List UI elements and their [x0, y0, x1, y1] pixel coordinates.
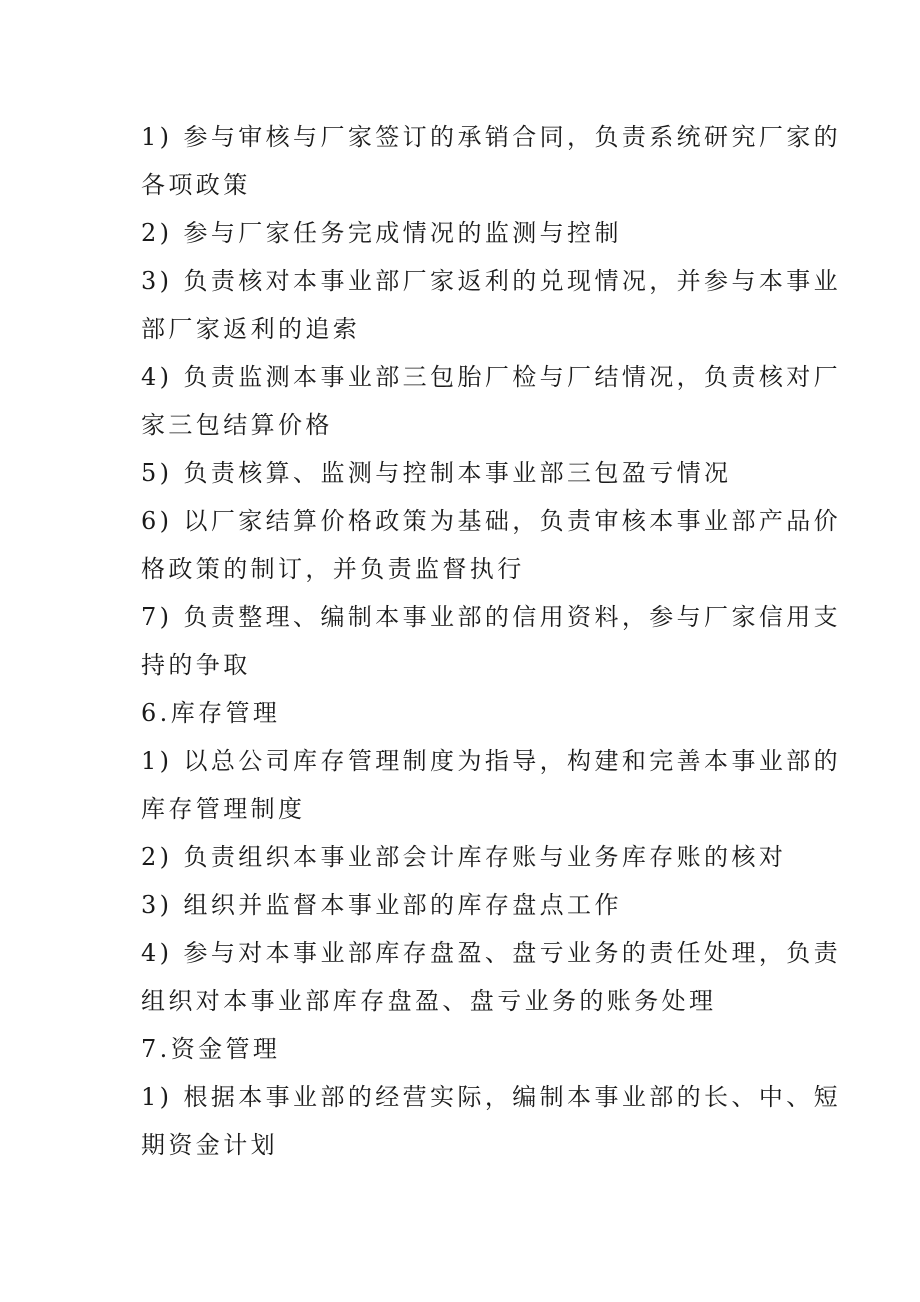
text-line: 4) 负责监测本事业部三包胎厂检与厂结情况，负责核对厂 — [141, 363, 842, 391]
text-line: 6) 以厂家结算价格政策为基础，负责审核本事业部产品价 — [141, 507, 842, 535]
text-line: 5) 负责核算、监测与控制本事业部三包盈亏情况 — [141, 459, 732, 487]
section-heading: 6.库存管理 — [141, 699, 281, 727]
text-line: 3) 组织并监督本事业部的库存盘点工作 — [141, 891, 622, 919]
text-line: 期资金计划 — [141, 1131, 278, 1159]
text-line: 4) 参与对本事业部库存盘盈、盘亏业务的责任处理，负责 — [141, 939, 842, 967]
text-line: 3) 负责核对本事业部厂家返利的兑现情况，并参与本事业 — [141, 267, 842, 295]
section-heading: 7.资金管理 — [141, 1035, 281, 1063]
text-line: 1) 以总公司库存管理制度为指导，构建和完善本事业部的 — [141, 747, 842, 775]
document-body — [141, 113, 842, 1169]
text-line: 组织对本事业部库存盘盈、盘亏业务的账务处理 — [141, 987, 717, 1015]
text-line: 家三包结算价格 — [141, 411, 333, 439]
text-line: 2) 参与厂家任务完成情况的监测与控制 — [141, 219, 622, 247]
text-line: 格政策的制订，并负责监督执行 — [141, 555, 525, 583]
text-line: 部厂家返利的追索 — [141, 315, 361, 343]
text-line: 2) 负责组织本事业部会计库存账与业务库存账的核对 — [141, 843, 787, 871]
text-line: 持的争取 — [141, 651, 251, 679]
text-line: 库存管理制度 — [141, 795, 306, 823]
text-line: 7) 负责整理、编制本事业部的信用资料，参与厂家信用支 — [141, 603, 842, 631]
text-line: 1) 根据本事业部的经营实际，编制本事业部的长、中、短 — [141, 1083, 842, 1111]
text-line: 1) 参与审核与厂家签订的承销合同，负责系统研究厂家的 — [141, 123, 842, 151]
text-line: 各项政策 — [141, 171, 251, 199]
